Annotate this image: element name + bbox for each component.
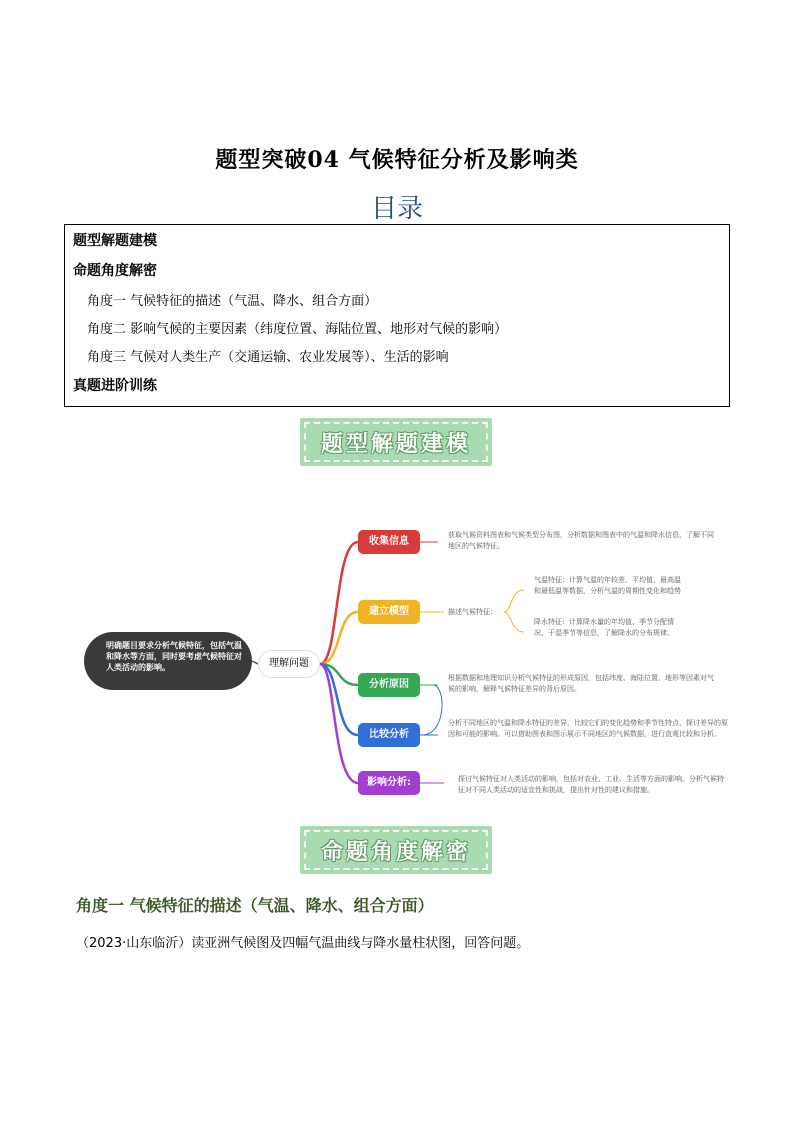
toc-item-angle-3[interactable]: 角度三 气候对人类生产（交通运输、农业发展等）、生活的影响	[87, 350, 449, 365]
toc-item-decoding[interactable]: 命题角度解密	[73, 263, 157, 279]
mindmap-desc-temperature: 气温特征：计算气温的年较差、平均值、最高温和最低温等数据，分析气温的周期性变化和趋势	[534, 576, 681, 595]
mindmap-center-node: 理解问题	[258, 650, 320, 678]
mindmap-desc-precipitation: 降水特征：计算降水量的年均值、季节分配情况、干湿季节等信息，了解降水的分布规律。	[534, 618, 674, 637]
toc-heading: 目录	[370, 194, 423, 224]
banner-label: 题型解题建模	[320, 431, 471, 457]
mindmap-node-impact: 影响分析:	[358, 771, 420, 795]
toc-item-modeling[interactable]: 题型解题建模	[73, 233, 157, 249]
mindmap-diagram	[84, 510, 734, 810]
mindmap-desc-collect: 获取气候资料图表和气候类型分布图，分析数据和图表中的气温和降水信息，了解不同地区的气候特征。	[448, 531, 714, 550]
mindmap-desc-analyze: 根据数据和地理知识分析气候特征的形成原因，包括纬度、海陆位置、地形等因素对气候的影响，解释气候特征差异的背后原因。	[448, 674, 714, 693]
toc-item-angle-1[interactable]: 角度一 气候特征的描述（气温、降水、组合方面）	[87, 294, 378, 309]
toc-item-angle-2[interactable]: 角度二 影响气候的主要因素（纬度位置、海陆位置、地形对气候的影响）	[87, 322, 508, 337]
document-title: 题型突破04 气候特征分析及影响类	[215, 147, 579, 173]
banner-label: 命题角度解密	[320, 839, 471, 865]
mindmap-desc-model: 描述气候特征：	[448, 608, 497, 616]
mindmap-node-analyze: 分析原因	[358, 673, 420, 697]
section-heading-angle-1: 角度一 气候特征的描述（气温、降水、组合方面）	[76, 896, 434, 915]
mindmap-root-node: 明确题目要求分析气候特征，包括气温和降水等方面，同时要考虑气候特征对人类活动的影响。	[84, 632, 252, 690]
toc-item-exam-training[interactable]: 真题进阶训练	[73, 378, 157, 394]
mindmap-node-compare: 比较分析	[358, 723, 420, 747]
mindmap-node-collect: 收集信息	[358, 530, 420, 554]
mindmap-desc-compare: 分析不同地区的气温和降水特征的差异，比较它们的变化趋势和季节性特点，探讨差异的原因和可能的影响。可以借助图表和图示展示不同地区的气候数据，进行直观比较和分析。	[448, 719, 728, 738]
mindmap-desc-impact: 探讨气候特征对人类活动的影响，包括对农业、工业、生活等方面的影响。分析气候特征对不同人类活动的适宜性和挑战，提出针对性的建议和措施。	[458, 775, 724, 794]
table-of-contents	[64, 224, 730, 407]
section-banner-decoding	[300, 826, 492, 874]
mindmap-node-model: 建立模型	[358, 600, 420, 624]
question-text: （2023·山东临沂）读亚洲气候图及四幅气温曲线与降水量柱状图，回答问题。	[76, 936, 530, 951]
section-banner-modeling	[300, 418, 492, 466]
